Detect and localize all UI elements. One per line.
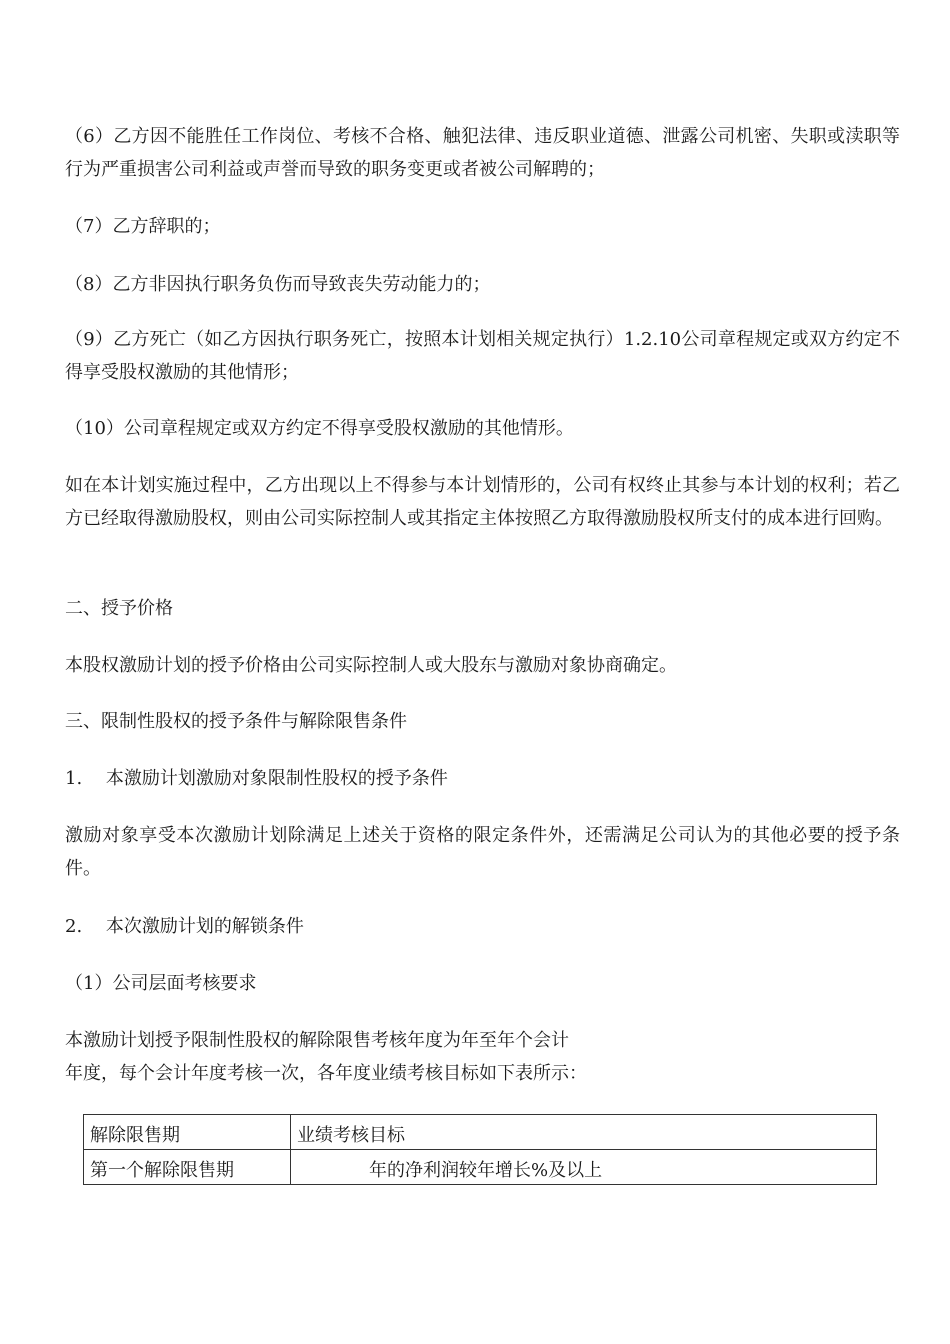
clause-10: （10）公司章程规定或双方约定不得享受股权激励的其他情形。 — [65, 418, 574, 439]
assessment-line-2: 年度，每个会计年度考核一次，各年度业绩考核目标如下表所示： — [65, 1063, 587, 1084]
assessment-line-1: 本激励计划授予限制性股权的解除限售考核年度为年至年个会计 — [65, 1030, 569, 1051]
termination-paragraph: 如在本计划实施过程中，乙方出现以上不得参与本计划情形的，公司有权终止其参与本计划的权利；若乙方已经取得激励股权，则由公司实际控制人或其指定主体按照乙方取得激励股权所支付的成本进行回购。 — [65, 475, 900, 529]
table-row — [84, 1150, 877, 1185]
clause-6: （6）乙方因不能胜任工作岗位、考核不合格、触犯法律、违反职业道德、泄露公司机密、失职或渎职等行为严重损害公司利益或声誉而导致的职务变更或者被公司解聘的； — [65, 126, 900, 180]
subsection-1-title: 1. 本激励计划激励对象限制性股权的授予条件 — [65, 768, 448, 789]
table-cell: 第一个解除限售期 — [84, 1150, 291, 1185]
company-requirement: （1）公司层面考核要求 — [65, 973, 257, 994]
table-header-row — [84, 1115, 877, 1150]
clause-7: （7）乙方辞职的； — [65, 216, 221, 237]
table-cell: 年的净利润较年增长%及以上 — [291, 1150, 877, 1185]
section-2-body: 本股权激励计划的授予价格由公司实际控制人或大股东与激励对象协商确定。 — [65, 655, 677, 676]
table-header-cell: 解除限售期 — [84, 1115, 291, 1150]
performance-target-table — [83, 1114, 877, 1185]
subsection-1-body: 激励对象享受本次激励计划除满足上述关于资格的限定条件外，还需满足公司认为的其他必要的授予条件。 — [65, 825, 900, 879]
clause-9: （9）乙方死亡（如乙方因执行职务死亡，按照本计划相关规定执行）1.2.10公司章程规定或双方约定不得享受股权激励的其他情形； — [65, 329, 900, 383]
table-header-cell: 业绩考核目标 — [291, 1115, 877, 1150]
clause-8: （8）乙方非因执行职务负伤而导致丧失劳动能力的； — [65, 274, 491, 295]
section-2-title: 二、授予价格 — [65, 598, 173, 619]
section-3-title: 三、限制性股权的授予条件与解除限售条件 — [65, 711, 407, 732]
subsection-2-title: 2. 本次激励计划的解锁条件 — [65, 916, 304, 937]
